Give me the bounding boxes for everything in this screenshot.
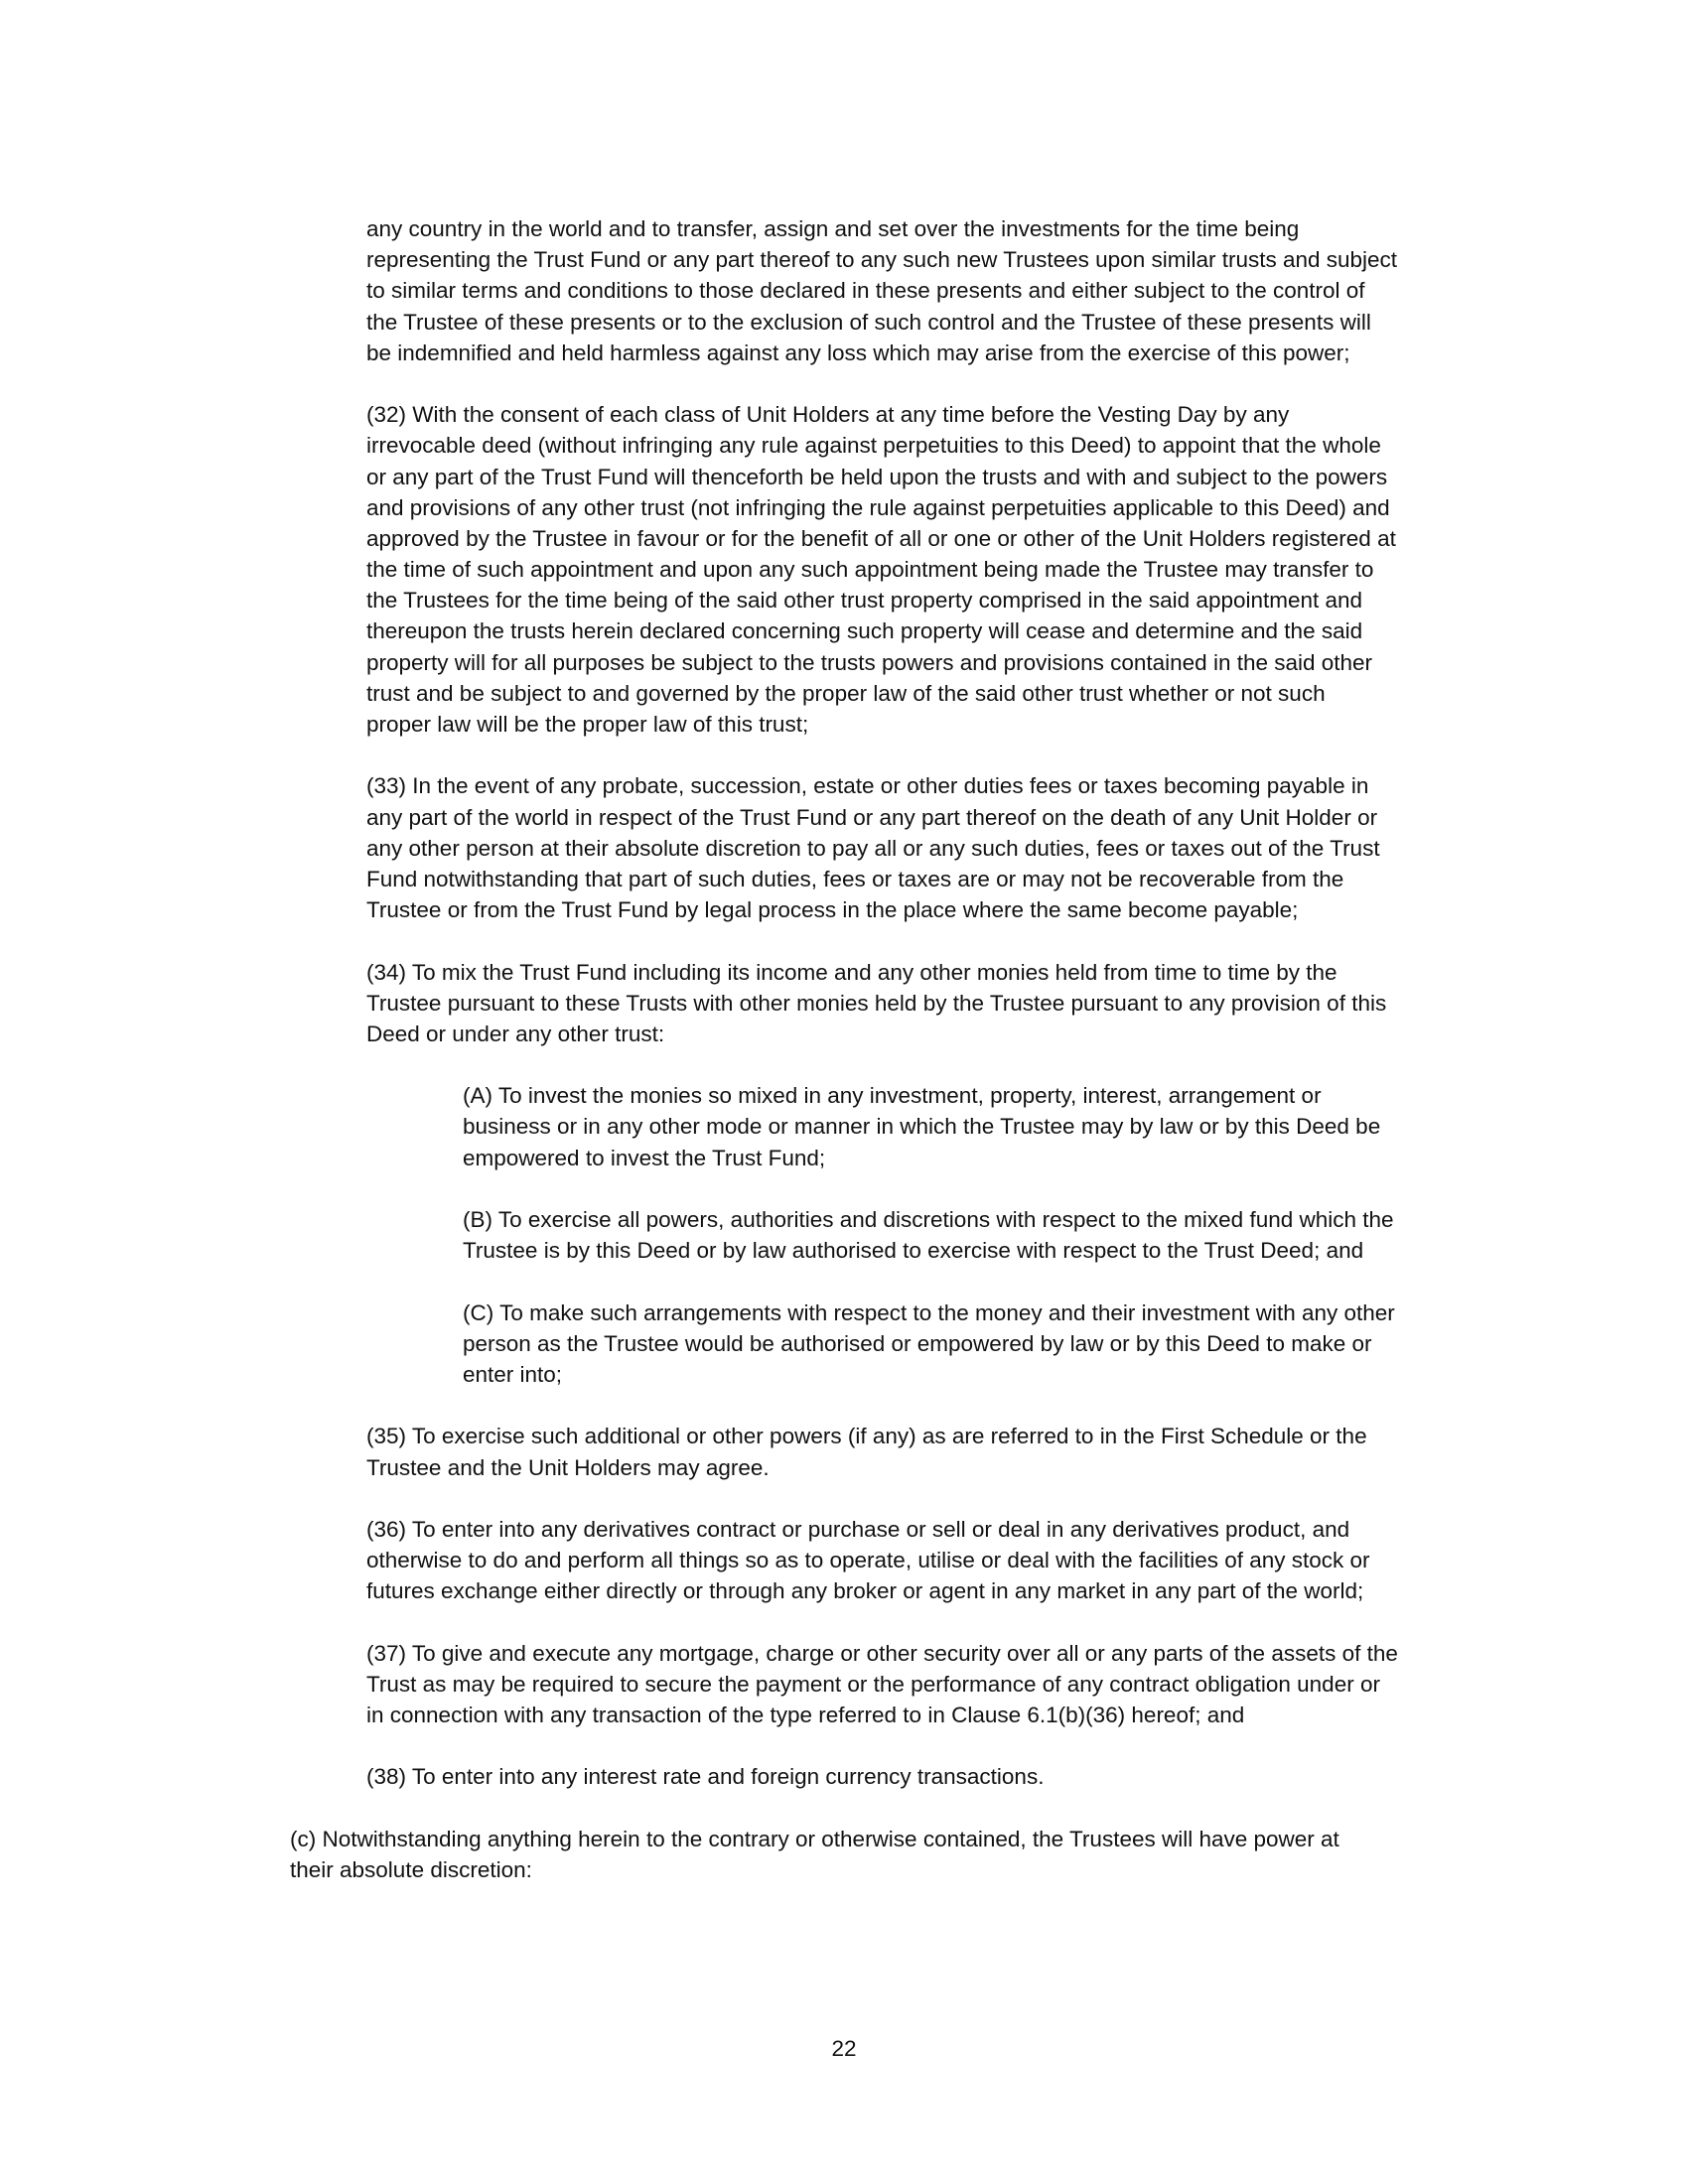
text-line: the time of such appointment and upon any such appointment being made the Trustee may transfer to — [366, 557, 1374, 583]
sub-clause-paragraph — [0, 1204, 1688, 1266]
text-line: Trust as may be required to secure the payment or the performance of any contract obligation under or — [366, 1671, 1380, 1697]
text-line: any country in the world and to transfer, assign and set over the investments for the time being — [366, 216, 1300, 241]
text-line: (34) To mix the Trust Fund including its income and any other monies held from time to time by the — [366, 959, 1337, 985]
power-paragraph — [0, 399, 1688, 740]
text-line: (38) To enter into any interest rate and foreign currency transactions. — [366, 1764, 1045, 1790]
text-line: or any part of the Trust Fund will thenceforth be held upon the trusts and with and subject to the powers — [366, 464, 1388, 489]
text-line: representing the Trust Fund or any part thereof to any such new Trustees upon similar trusts and subject — [366, 247, 1398, 273]
text-line: otherwise to do and perform all things so as to operate, utilise or deal with the facilities of any stock or — [366, 1548, 1370, 1573]
text-line: enter into; — [463, 1361, 563, 1387]
power-paragraph — [0, 1638, 1688, 1731]
page-number: 22 — [831, 2036, 857, 2061]
text-line: approved by the Trustee in favour or for the benefit of all or one or other of the Unit Holders registered at — [366, 525, 1396, 551]
text-line: futures exchange either directly or through any broker or agent in any market in any part of the world; — [366, 1578, 1364, 1604]
text-line: (c) Notwithstanding anything herein to the contrary or otherwise contained, the Trustees will have power at — [290, 1826, 1339, 1851]
text-line: be indemnified and held harmless against any loss which may arise from the exercise of this power; — [366, 340, 1350, 365]
text-line: to similar terms and conditions to those declared in these presents and either subject to the control of — [366, 278, 1365, 304]
text-line: the Trustee of these presents or to the exclusion of such control and the Trustee of these presents will — [366, 309, 1371, 335]
text-line: Trustee and the Unit Holders may agree. — [366, 1454, 770, 1480]
text-line: (35) To exercise such additional or other powers (if any) as are referred to in the First Schedule or the — [366, 1424, 1367, 1449]
text-line: Trustee or from the Trust Fund by legal process in the place where the same become payable; — [366, 897, 1299, 923]
text-line: (B) To exercise all powers, authorities and discretions with respect to the mixed fund which the — [463, 1207, 1394, 1232]
sub-clause-paragraph — [0, 1297, 1688, 1391]
clause-paragraph — [0, 1824, 1688, 1885]
text-line: proper law will be the proper law of this trust; — [366, 712, 809, 737]
text-line: (32) With the consent of each class of Unit Holders at any time before the Vesting Day by any — [366, 402, 1290, 428]
text-line: (33) In the event of any probate, succession, estate or other duties fees or taxes becoming payable in — [366, 773, 1369, 799]
text-line: Trustee pursuant to these Trusts with other monies held by the Trustee pursuant to any provision of this — [366, 990, 1387, 1016]
text-line: empowered to invest the Trust Fund; — [463, 1145, 826, 1170]
power-paragraph — [0, 770, 1688, 925]
text-line: their absolute discretion: — [290, 1856, 532, 1882]
document-body — [0, 213, 1688, 1916]
text-line: (C) To make such arrangements with respect to the money and their investment with any other — [463, 1299, 1395, 1325]
text-line: Deed or under any other trust: — [366, 1021, 665, 1046]
text-line: trust and be subject to and governed by the proper law of the said other trust whether or not such — [366, 680, 1326, 706]
text-line: Fund notwithstanding that part of such duties, fees or taxes are or may not be recoverable from the — [366, 866, 1344, 891]
text-line: business or in any other mode or manner in which the Trustee may by law or by this Deed be — [463, 1114, 1381, 1140]
text-line: property will for all purposes be subject to the trusts powers and provisions contained in the said other — [366, 649, 1373, 675]
text-line: thereupon the trusts herein declared concerning such property will cease and determine and the said — [366, 618, 1363, 644]
text-line: in connection with any transaction of the type referred to in Clause 6.1(b)(36) hereof; and — [366, 1703, 1245, 1727]
power-paragraph — [0, 1421, 1688, 1482]
text-line: person as the Trustee would be authorised or empowered by law or by this Deed to make or — [463, 1330, 1372, 1356]
text-line: Trustee is by this Deed or by law authorised to exercise with respect to the Trust Deed; and — [463, 1238, 1364, 1264]
sub-clause-paragraph — [0, 1080, 1688, 1173]
power-paragraph — [0, 213, 1688, 368]
text-line: any other person at their absolute discretion to pay all or any such duties, fees or taxes out of the Trust — [366, 835, 1380, 861]
text-line: (36) To enter into any derivatives contract or purchase or sell or deal in any derivatives product, and — [366, 1516, 1350, 1542]
text-line: (37) To give and execute any mortgage, charge or other security over all or any parts of the assets of the — [366, 1640, 1398, 1666]
text-line: and provisions of any other trust (not infringing the rule against perpetuities applicable to this Deed) and — [366, 494, 1390, 520]
power-paragraph — [0, 1514, 1688, 1607]
text-line: irrevocable deed (without infringing any rule against perpetuities to this Deed) to appoint that the whole — [366, 433, 1381, 459]
text-line: the Trustees for the time being of the said other trust property comprised in the said appointment and — [366, 588, 1363, 614]
text-line: (A) To invest the monies so mixed in any investment, property, interest, arrangement or — [463, 1083, 1322, 1109]
text-line: any part of the world in respect of the Trust Fund or any part thereof on the death of any Unit Holder or — [366, 804, 1378, 830]
power-paragraph — [0, 1761, 1688, 1792]
power-paragraph — [0, 957, 1688, 1050]
